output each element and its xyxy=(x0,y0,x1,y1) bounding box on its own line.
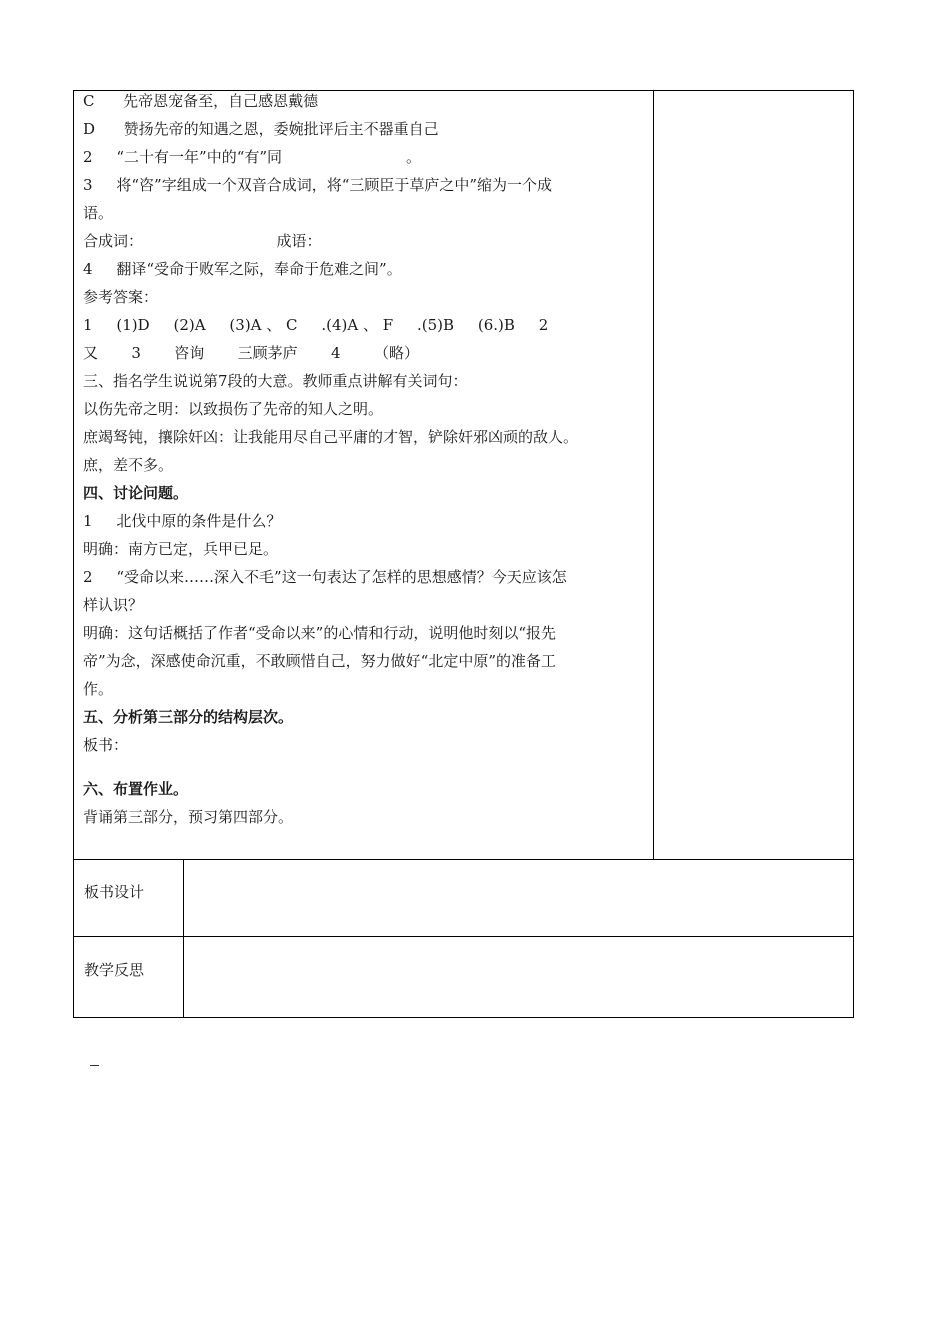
answer-blanks: 合成词： 成语： xyxy=(83,232,322,250)
lesson-content-cell xyxy=(74,91,654,859)
board-design-label: 板书设计 xyxy=(84,883,145,901)
discussion-a2: 明确：这句话概括了作者“受命以来”的心情和行动，说明他时刻以“报先 xyxy=(83,624,557,642)
section-four-heading: 四、讨论问题。 xyxy=(83,484,189,502)
footer-dash xyxy=(90,1065,99,1066)
discussion-a2-end: 作。 xyxy=(83,680,114,698)
question-3-cont: 语。 xyxy=(83,204,114,222)
question-2: 2 “二十有一年”中的“有”同 。 xyxy=(83,148,422,166)
discussion-q2: 2 “受命以来……深入不毛”这一句表达了怎样的思想感情？今天应该怎 xyxy=(83,568,567,586)
discussion-q1: 1 北伐中原的条件是什么？ xyxy=(83,512,282,530)
board-label: 板书： xyxy=(83,736,129,754)
option-d: D 赞扬先帝的知遇之恩，委婉批评后主不器重自己 xyxy=(83,120,439,138)
reflection-label: 教学反思 xyxy=(84,961,145,979)
section-three: 三、指名学生说说第7段的大意。教师重点讲解有关词句： xyxy=(83,372,468,390)
row-divider-1 xyxy=(74,859,853,860)
explanation-1: 以伤先帝之明：以致损伤了先帝的知人之明。 xyxy=(83,400,384,418)
question-3: 3 将“咨”字组成一个双音合成词，将“三顾臣于草庐之中”缩为一个成 xyxy=(83,176,553,194)
row-divider-2 xyxy=(74,936,853,937)
discussion-a2-cont: 帝”为念，深感使命沉重，不敢顾惜自己，努力做好“北定中原”的准备工 xyxy=(83,652,557,670)
discussion-q2-cont: 样认识？ xyxy=(83,596,144,614)
lesson-content xyxy=(83,87,648,831)
answers-line-2: 又 3 咨询 三顾茅庐 4 （略） xyxy=(83,344,419,362)
option-c: C 先帝恩宠备至，自己感恩戴德 xyxy=(83,92,319,110)
homework: 背诵第三部分，预习第四部分。 xyxy=(83,808,294,826)
column-divider xyxy=(183,859,184,1017)
lesson-table xyxy=(73,90,854,1018)
section-five-heading: 五、分析第三部分的结构层次。 xyxy=(83,708,294,726)
question-4: 4 翻译“受命于败军之际，奉命于危难之间”。 xyxy=(83,260,402,278)
answers-heading: 参考答案： xyxy=(83,288,159,306)
notes-cell xyxy=(654,91,853,859)
answers-line-1: 1 (1)D (2)A (3)A 、 C .(4)A 、 F .(5)B (6.)B 2 xyxy=(83,316,549,334)
discussion-a1: 明确：南方已定，兵甲已足。 xyxy=(83,540,279,558)
explanation-2: 庶竭驽钝，攘除奸凶：让我能用尽自己平庸的才智，铲除奸邪凶顽的敌人。 xyxy=(83,428,579,446)
explanation-3: 庶，差不多。 xyxy=(83,456,174,474)
section-six-heading: 六、布置作业。 xyxy=(83,780,189,798)
